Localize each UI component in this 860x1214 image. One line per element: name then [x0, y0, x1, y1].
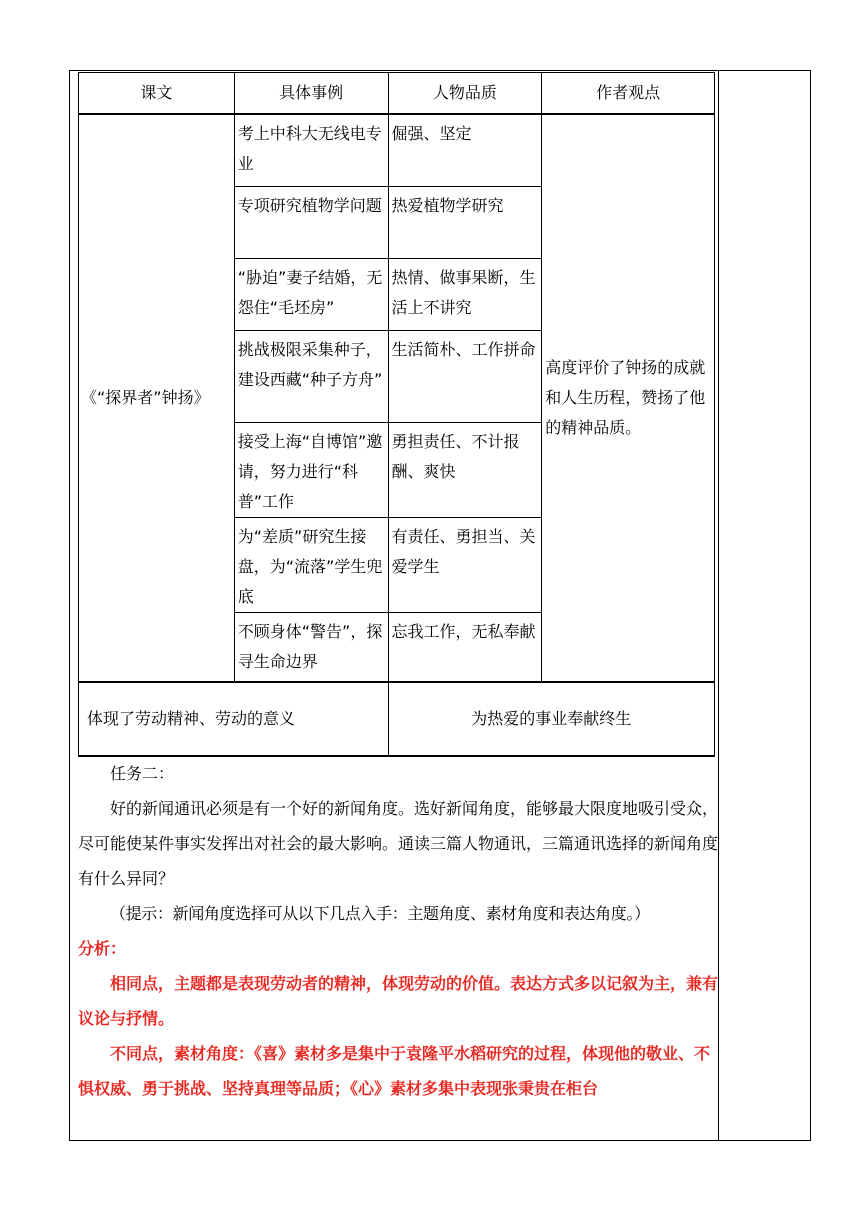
example-cell: 为“差质”研究生接盘，为“流落”学生兜底 [234, 517, 388, 612]
task-body: 好的新闻通讯必须是有一个好的新闻角度。选好新闻角度，能够最大限度地吸引受众，尽可能使某件事实发挥出对社会的最大影响。通读三篇人物通讯，三篇通讯选择的新闻角度有什么异同？ [78, 799, 719, 888]
summary-row [79, 682, 715, 756]
table-row [79, 114, 715, 186]
lesson-title: 《“探界者”钟扬》 [79, 114, 235, 682]
task-hint: （提示：新闻角度选择可从以下几点入手：主题角度、素材角度和表达角度。） [110, 904, 650, 923]
table-header-row [79, 73, 715, 115]
example-cell: 不顾身体“警告”，探寻生命边界 [234, 612, 388, 682]
author-view: 高度评价了钟扬的成就和人生历程，赞扬了他的精神品质。 [542, 114, 715, 682]
header-view: 作者观点 [542, 73, 715, 115]
analysis-difference: 不同点，素材角度：《喜》素材多是集中于袁隆平水稻研究的过程，体现他的敬业、不惧权威、勇于挑战、坚持真理等品质；《心》素材多集中表现张秉贵在柜台 [78, 1044, 711, 1098]
example-cell: 考上中科大无线电专业 [234, 114, 388, 186]
summary-right: 为热爱的事业奉献终生 [388, 682, 714, 756]
header-quality: 人物品质 [388, 73, 542, 115]
quality-cell: 有责任、勇担当、关爱学生 [388, 517, 542, 612]
task-title: 任务二： [110, 764, 175, 783]
analysis-label: 分析： [78, 939, 127, 958]
header-lesson: 课文 [79, 73, 235, 115]
example-cell: 专项研究植物学问题 [234, 186, 388, 258]
quality-cell: 勇担责任、不计报酬、爽快 [388, 422, 542, 517]
header-example: 具体事例 [234, 73, 388, 115]
analysis-similarity: 相同点，主题都是表现劳动者的精神，体现劳动的价值。表达方式多以记叙为主，兼有议论与抒情。 [78, 974, 719, 1028]
quality-cell: 热情、做事果断，生活上不讲究 [388, 258, 542, 330]
example-cell: 挑战极限采集种子，建设西藏“种子方舟” [234, 330, 388, 422]
quality-cell: 倔强、坚定 [388, 114, 542, 186]
quality-cell: 忘我工作，无私奉献 [388, 612, 542, 682]
quality-cell: 热爱植物学研究 [388, 186, 542, 258]
quality-cell: 生活简朴、工作拼命 [388, 330, 542, 422]
example-cell: 接受上海“自博馆”邀请，努力进行“科普”工作 [234, 422, 388, 517]
summary-left: 体现了劳动精神、劳动的意义 [79, 682, 389, 756]
example-cell: “胁迫”妻子结婚，无怨住“毛坯房” [234, 258, 388, 330]
analysis-table [78, 72, 715, 757]
